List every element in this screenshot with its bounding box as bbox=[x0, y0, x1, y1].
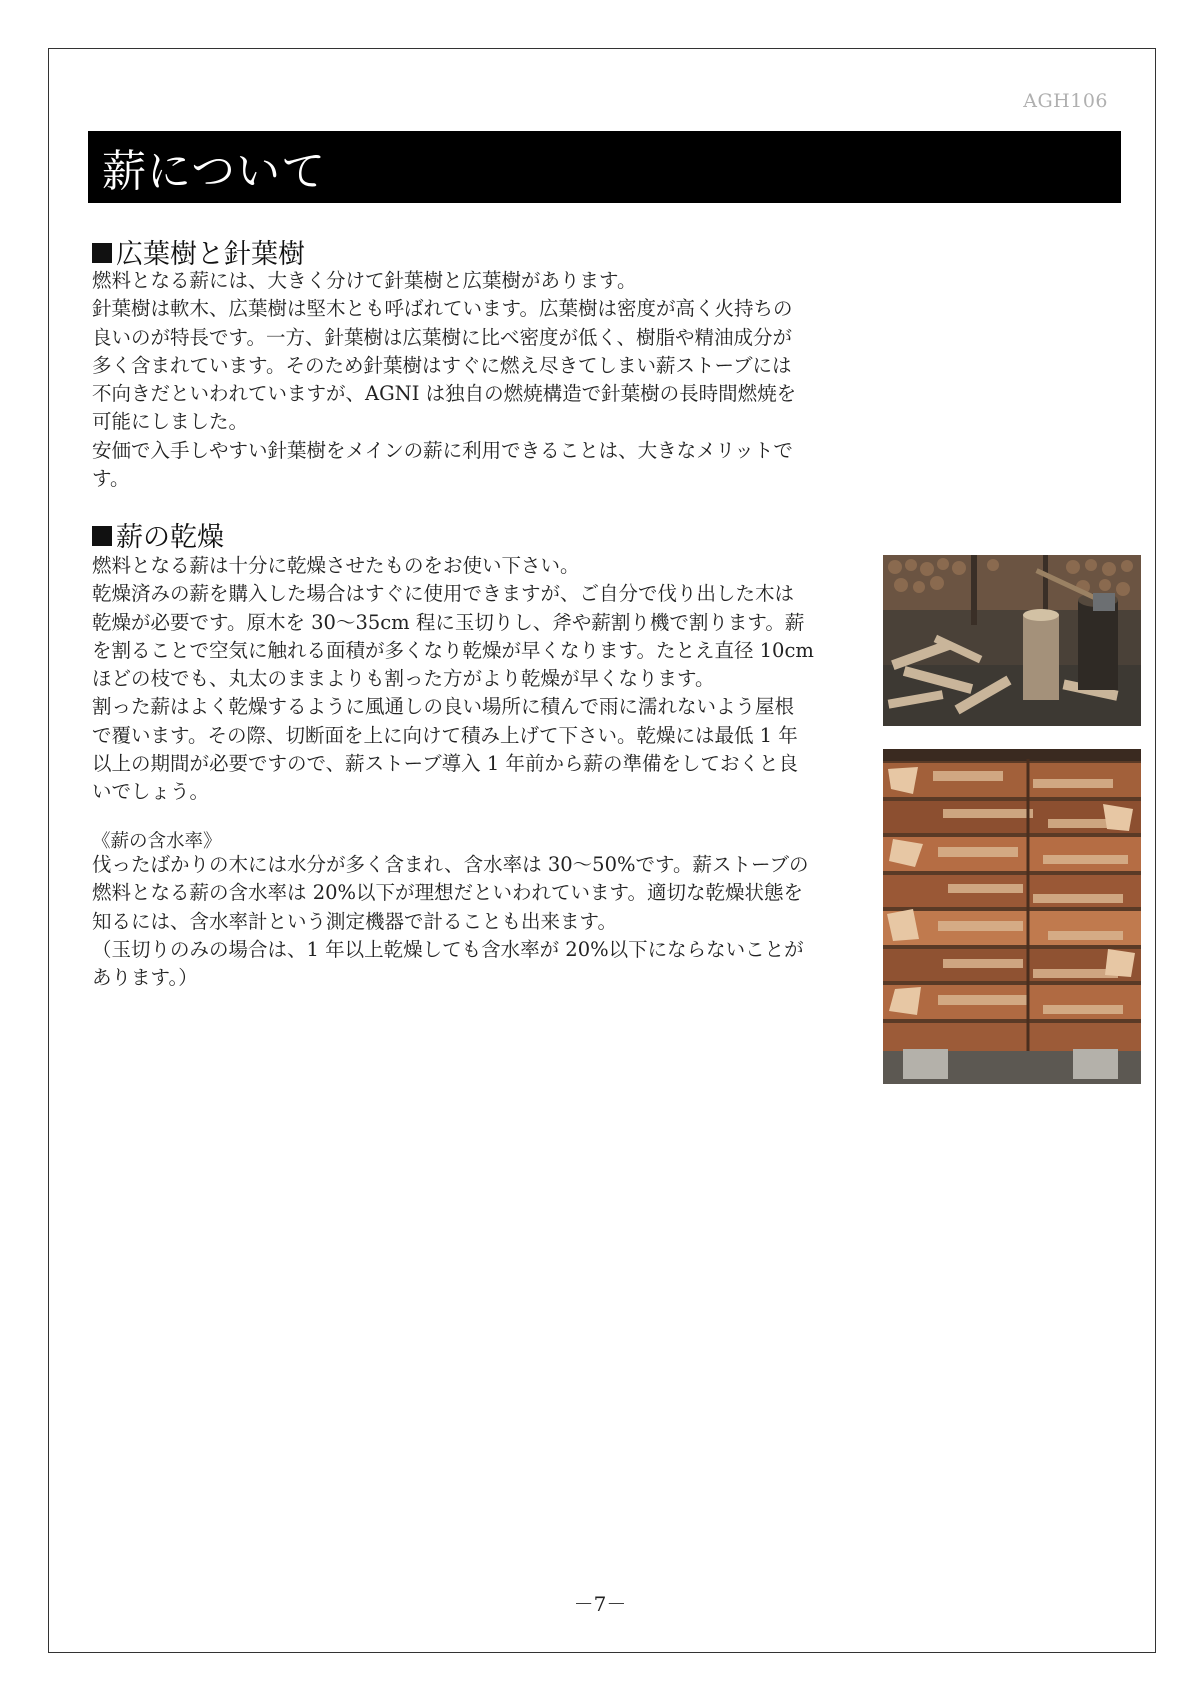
body-line: 燃料となる薪は十分に乾燥させたものをお使い下さい。 bbox=[92, 554, 580, 577]
body-line: （玉切りのみの場合は、1 年以上乾燥しても含水率が 20%以下にならないことが bbox=[92, 937, 804, 961]
body-line: 多く含まれています。そのため針葉樹はすぐに燃え尽きてしまい薪ストーブには bbox=[92, 353, 792, 377]
body-line: を割ることで空気に触れる面積が多くなり乾燥が早くなります。たとえ直径 10cm bbox=[92, 638, 814, 662]
page-number: －7－ bbox=[573, 1592, 627, 1616]
page-title-bar bbox=[88, 131, 1121, 203]
body-line: 燃料となる薪には、大きく分けて針葉樹と広葉樹があります。 bbox=[92, 269, 637, 292]
log-splitting-photo bbox=[883, 555, 1141, 726]
section-heading-hardwood-softwood bbox=[92, 232, 305, 271]
section-heading-label: 薪の乾燥 bbox=[116, 522, 224, 553]
document-code: AGH106 bbox=[1023, 90, 1108, 112]
body-line: 知るには、含水率計という測定機器で計ることも出来ます。 bbox=[92, 909, 617, 933]
body-line: 割った薪はよく乾燥するように風通しの良い場所に積んで雨に濡れないよう屋根 bbox=[92, 695, 795, 719]
square-bullet-icon bbox=[92, 526, 112, 546]
square-bullet-icon bbox=[92, 243, 112, 263]
section2-body bbox=[92, 552, 814, 807]
body-line: 安価で入手しやすい針葉樹をメインの薪に利用できることは、大きなメリットで bbox=[92, 438, 793, 462]
moisture-subheading: 《薪の含水率》 bbox=[92, 831, 222, 852]
body-line: いでしょう。 bbox=[92, 780, 210, 804]
body-line: 以上の期間が必要ですので、薪ストーブ導入 1 年前から薪の準備をしておくと良 bbox=[92, 752, 798, 776]
body-line: 良いのが特長です。一方、針葉樹は広葉樹に比べ密度が低く、樹脂や精油成分が bbox=[92, 325, 793, 349]
section-heading-label: 広葉樹と針葉樹 bbox=[116, 239, 305, 270]
body-line: 可能にしました。 bbox=[92, 410, 249, 434]
body-line: 燃料となる薪の含水率は 20%以下が理想だといわれています。適切な乾燥状態を bbox=[92, 881, 803, 905]
section1-body bbox=[92, 267, 796, 493]
body-line: 不向きだといわれていますが、AGNI は独自の燃焼構造で針葉樹の長時間燃焼を bbox=[92, 382, 797, 406]
stacked-firewood-photo bbox=[883, 749, 1141, 1084]
body-line: あります。） bbox=[92, 966, 198, 990]
page-title: 薪について bbox=[102, 146, 327, 197]
body-line: 乾燥済みの薪を購入した場合はすぐに使用できますが、ご自分で伐り出した木は bbox=[92, 582, 795, 606]
section-heading-drying bbox=[92, 515, 224, 554]
moisture-body bbox=[92, 851, 809, 992]
body-line: ほどの枝でも、丸太のままよりも割った方がより乾燥が早くなります。 bbox=[92, 667, 715, 691]
body-line: 伐ったばかりの木には水分が多く含まれ、含水率は 30～50%です。薪ストーブの bbox=[92, 853, 809, 876]
body-line: す。 bbox=[92, 467, 130, 491]
body-line: 乾燥が必要です。原木を 30～35cm 程に玉切りし、斧や薪割り機で割ります。薪 bbox=[92, 610, 805, 634]
body-line: 針葉樹は軟木、広葉樹は堅木とも呼ばれています。広葉樹は密度が高く火持ちの bbox=[92, 297, 793, 321]
body-line: で覆います。その際、切断面を上に向けて積み上げて下さい。乾燥には最低 1 年 bbox=[92, 723, 798, 747]
